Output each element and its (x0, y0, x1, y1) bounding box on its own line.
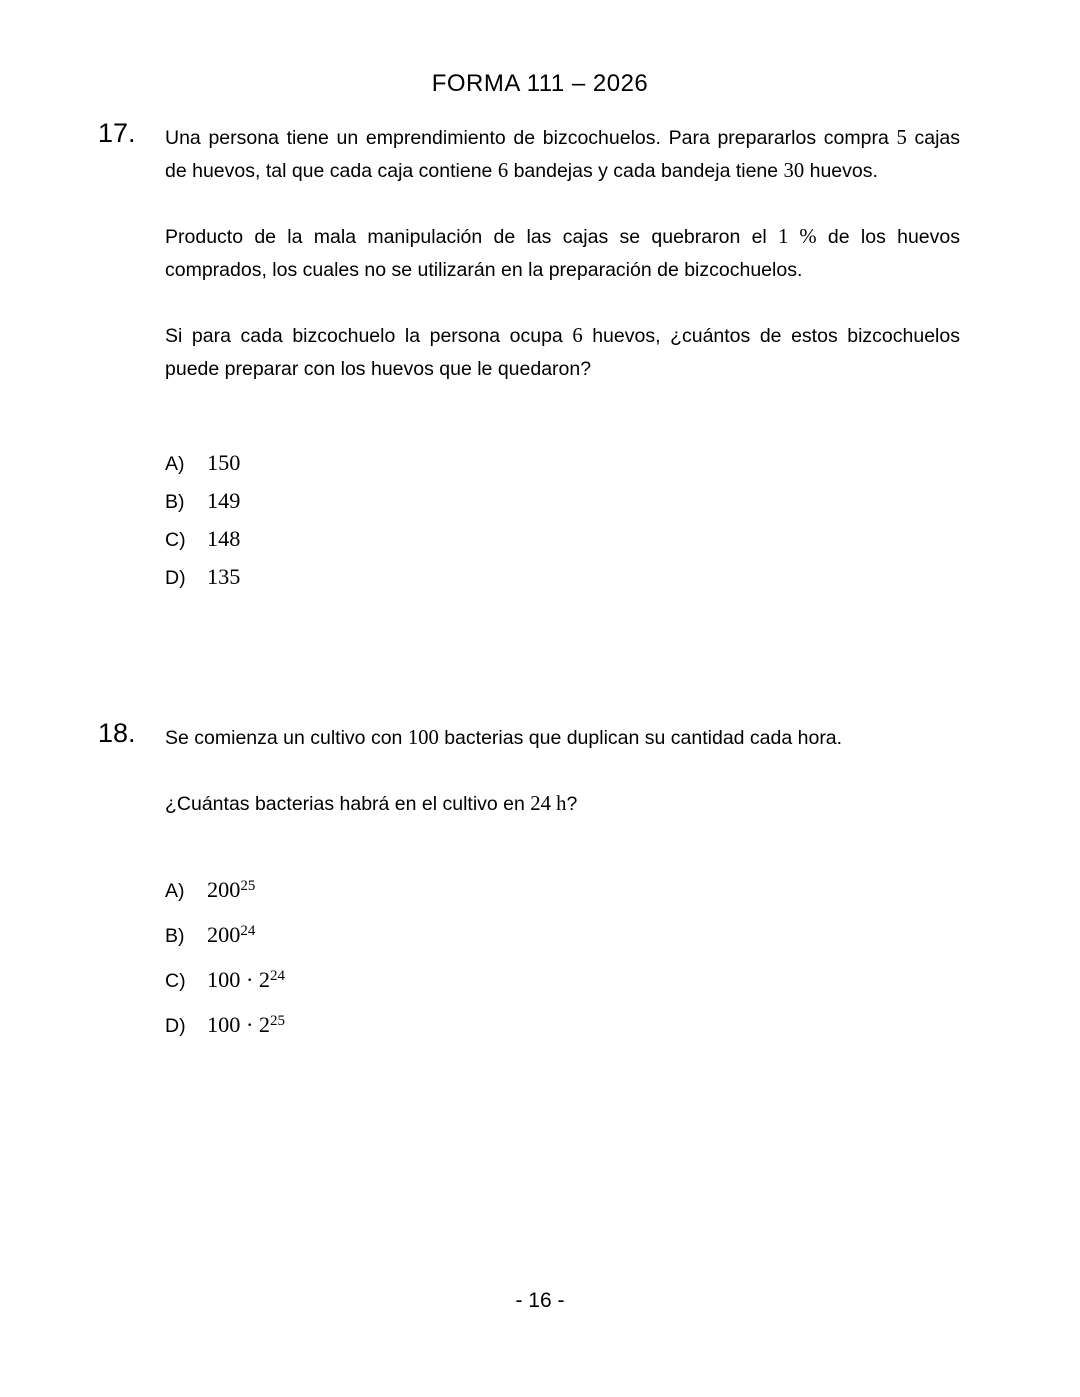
option-row-b (165, 488, 960, 526)
option-value: 149 (207, 488, 241, 513)
option-label: B) (165, 925, 185, 947)
question-17-paragraph-3: Si para cada bizcochuelo la persona ocupa 6 huevos, ¿cuántos de estos bizcochuelos puede preparar con los huevos que le quedaron? (165, 325, 960, 380)
question-17-paragraph-1: Una persona tiene un emprendimiento de bizcochuelos. Para prepararlos compra 5 cajas de huevos, tal que cada caja contiene 6 bandejas y cada bandeja tiene 30 huevos. (165, 127, 960, 182)
question-18-options (165, 877, 960, 1057)
option-label: A) (165, 453, 185, 475)
form-title: FORMA 111 – 2026 (431, 70, 649, 97)
option-row-c (165, 526, 960, 564)
page-number: - 16 - (515, 1289, 565, 1312)
question-17-number: 17. (98, 118, 136, 148)
option-value: $100 \cdot 2^{25}$ (207, 1012, 286, 1037)
option-label: D) (165, 567, 186, 589)
option-row-a (165, 450, 960, 488)
option-row-b (165, 922, 960, 967)
question-17-paragraph-2: Producto de la mala manipulación de las cajas se quebraron el 1 % de los huevos comprados, los cuales no se utilizarán en la preparación de bizcochuelos. (165, 226, 960, 281)
question-17-options (165, 450, 960, 602)
question-17 (0, 118, 1080, 602)
option-row-d (165, 564, 960, 602)
option-row-c (165, 967, 960, 1012)
option-label: D) (165, 1015, 186, 1037)
option-row-a (165, 877, 960, 922)
question-18-paragraph-1: Se comienza un cultivo con 100 bacterias que duplican su cantidad cada hora. (165, 727, 843, 749)
option-label: B) (165, 491, 185, 513)
option-row-d (165, 1012, 960, 1057)
option-label: A) (165, 880, 185, 902)
question-18-number: 18. (98, 718, 136, 748)
question-18 (0, 718, 1080, 1057)
option-value: $200^{25}$ (207, 877, 256, 902)
page-header (0, 0, 1080, 98)
option-value: $100 \cdot 2^{24}$ (207, 967, 286, 992)
option-value: 150 (207, 450, 241, 475)
question-18-paragraph-2: ¿Cuántas bacterias habrá en el cultivo en 24 h? (165, 793, 578, 815)
page-footer (0, 1289, 1080, 1313)
option-value: $200^{24}$ (207, 922, 256, 947)
option-value: 135 (207, 564, 241, 589)
option-value: 148 (207, 526, 241, 551)
option-label: C) (165, 970, 186, 992)
option-label: C) (165, 529, 186, 551)
